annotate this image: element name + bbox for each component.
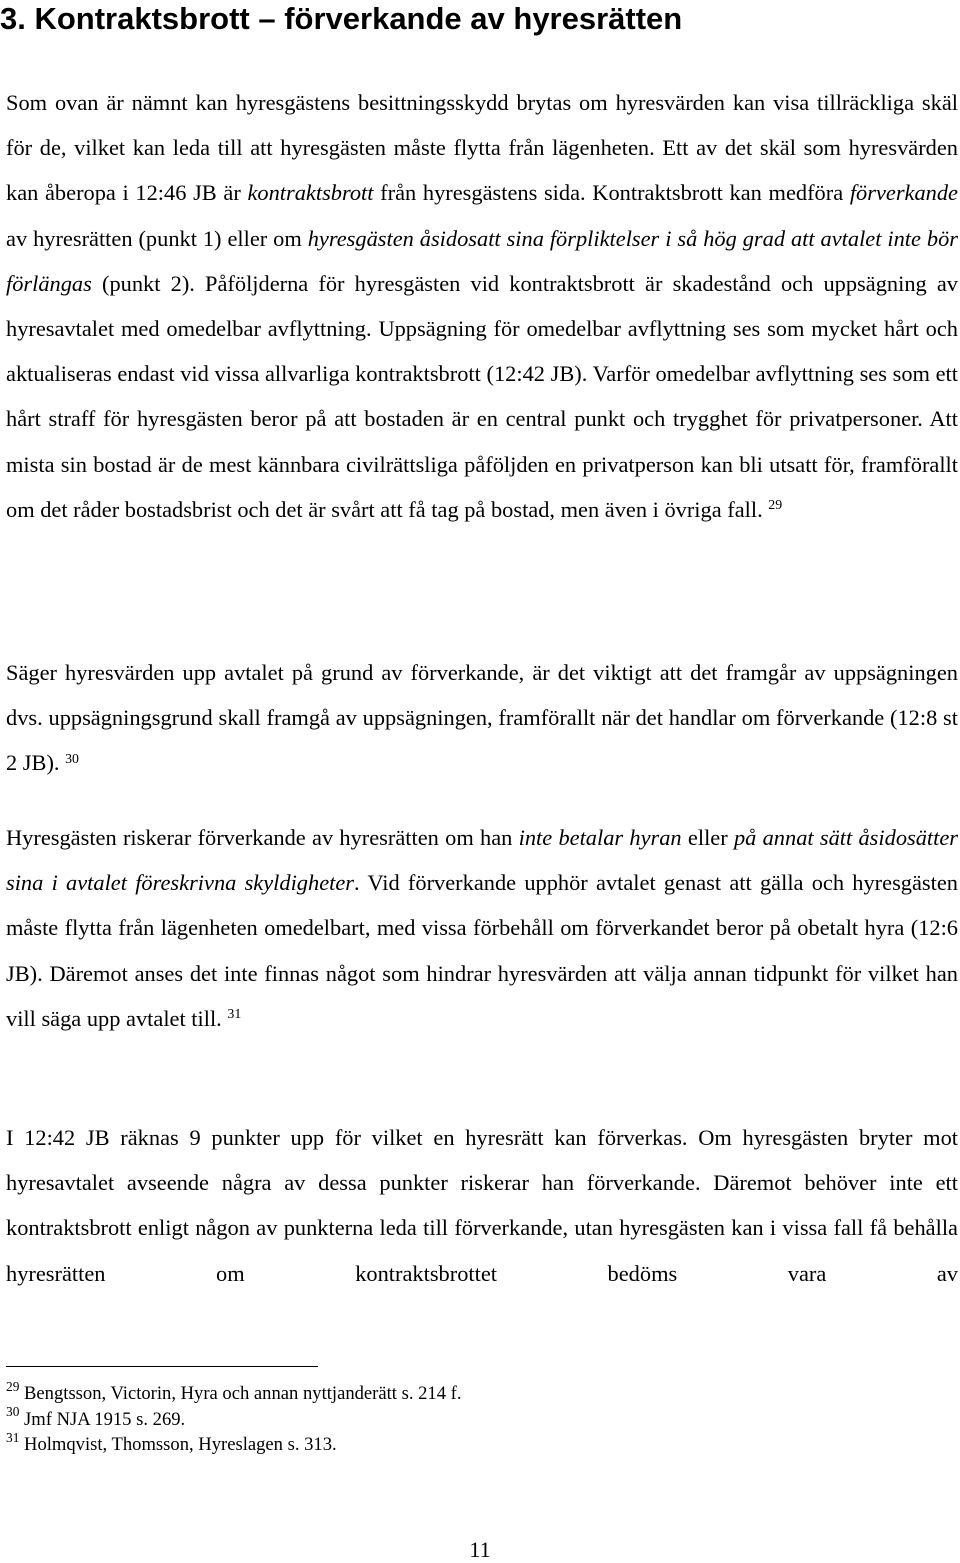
paragraph-text: av hyresrätten (punkt 1) eller om xyxy=(6,225,308,251)
footnote-divider xyxy=(6,1366,318,1367)
paragraph-text: I 12:42 JB räknas 9 punkter upp för vilket en hyresrätt kan förverkas. Om hyresgästen bryter mot hyresavtalet avseende några av dessa punkter riskerar han förverkande. Däremot behöver inte ett kontraktsbrott enligt någon av punkterna leda till förverkande, utan hyresgästen kan i vissa fall få behålla hyresrätten om kontraktsbrottet bedöms vara av xyxy=(6,1125,958,1286)
footnote-number: 30 xyxy=(6,1404,20,1420)
footnote-number: 29 xyxy=(6,1378,20,1394)
paragraph-text: från hyresgästens sida. Kontraktsbrott kan medföra xyxy=(373,180,850,206)
footnote-30 xyxy=(6,1404,906,1433)
footnote-text: Jmf NJA 1915 s. 269. xyxy=(24,1408,186,1430)
paragraph-text: Säger hyresvärden upp avtalet på grund av förverkande, är det viktigt att det framgår av uppsägningen dvs. uppsägningsgrund skall framgå av uppsägningen, framförallt när det handlar om förverkande (12:8 st 2 JB). xyxy=(6,660,958,776)
italic-term: kontraktsbrott xyxy=(247,180,374,206)
footnote-reference: 29 xyxy=(768,498,783,514)
italic-term: på annat sätt åsidosätter sina i avtalet föreskrivna skyldigheter xyxy=(6,825,959,896)
section-heading: 3. Kontraktsbrott – förverkande av hyresrätten xyxy=(0,1,683,36)
body-paragraph-3 xyxy=(6,815,958,1041)
paragraph-text: . Vid förverkande upphör avtalet genast att gälla och hyresgästen måste flytta från lägenheten omedelbart, med vissa förbehåll om förverkandet beror på obetalt hyra (12:6 JB). Däremot anses det inte finnas något som hindrar hyresvärden att välja annan tidpunkt för vilket han vill säga upp avtalet till. xyxy=(6,870,958,1031)
footnote-29 xyxy=(6,1378,906,1407)
footnote-number: 31 xyxy=(6,1429,20,1445)
body-paragraph-2 xyxy=(6,650,958,786)
body-paragraph-1 xyxy=(6,80,958,532)
footnote-text: Holmqvist, Thomsson, Hyreslagen s. 313. xyxy=(24,1434,337,1455)
paragraph-text: eller xyxy=(681,825,734,850)
footnote-text: Bengtsson, Victorin, Hyra och annan nyttjanderätt s. 214 f. xyxy=(24,1383,462,1404)
italic-term: hyresgästen åsidosatt sina förpliktelser i så hög grad att avtalet inte bör förlängas xyxy=(6,225,958,296)
footnote-reference: 30 xyxy=(65,751,79,767)
paragraph-text: Som ovan är nämnt kan hyresgästens besittningsskydd brytas om hyresvärden kan visa tillräckliga skäl för de, vilket kan leda till att hyresgästen måste flytta från lägenheten. Ett av det skäl som hyresvärden kan åberopa i 12:46 JB är xyxy=(6,90,958,206)
footnote-reference: 31 xyxy=(227,1007,242,1023)
page-number: 11 xyxy=(469,1537,491,1562)
body-paragraph-4 xyxy=(6,1115,958,1296)
footnotes xyxy=(6,1378,906,1458)
italic-term: inte betalar hyran xyxy=(518,825,682,850)
paragraph-text: Hyresgästen riskerar förverkande av hyresrätten om han xyxy=(6,825,519,850)
italic-term: förverkande xyxy=(849,180,958,206)
footnote-31 xyxy=(6,1429,906,1458)
paragraph-text: (punkt 2). Påföljderna för hyresgästen vid kontraktsbrott är skadestånd och uppsägning av hyresavtalet med omedelbar avflyttning. Uppsägning för omedelbar avflyttning ses som mycket hårt och aktualiseras endast vid vissa allvarliga kontraktsbrott (12:42 JB). Varför omedelbar avflyttning ses som ett hårt straff för hyresgästen beror på att bostaden är en central punkt och trygghet för privatpersoner. Att mista sin bostad är de mest kännbara civilrättsliga påföljden en privatperson kan bli utsatt för, framförallt om det råder bostadsbrist och det är svårt att få tag på bostad, men även i övriga fall. xyxy=(6,270,958,522)
